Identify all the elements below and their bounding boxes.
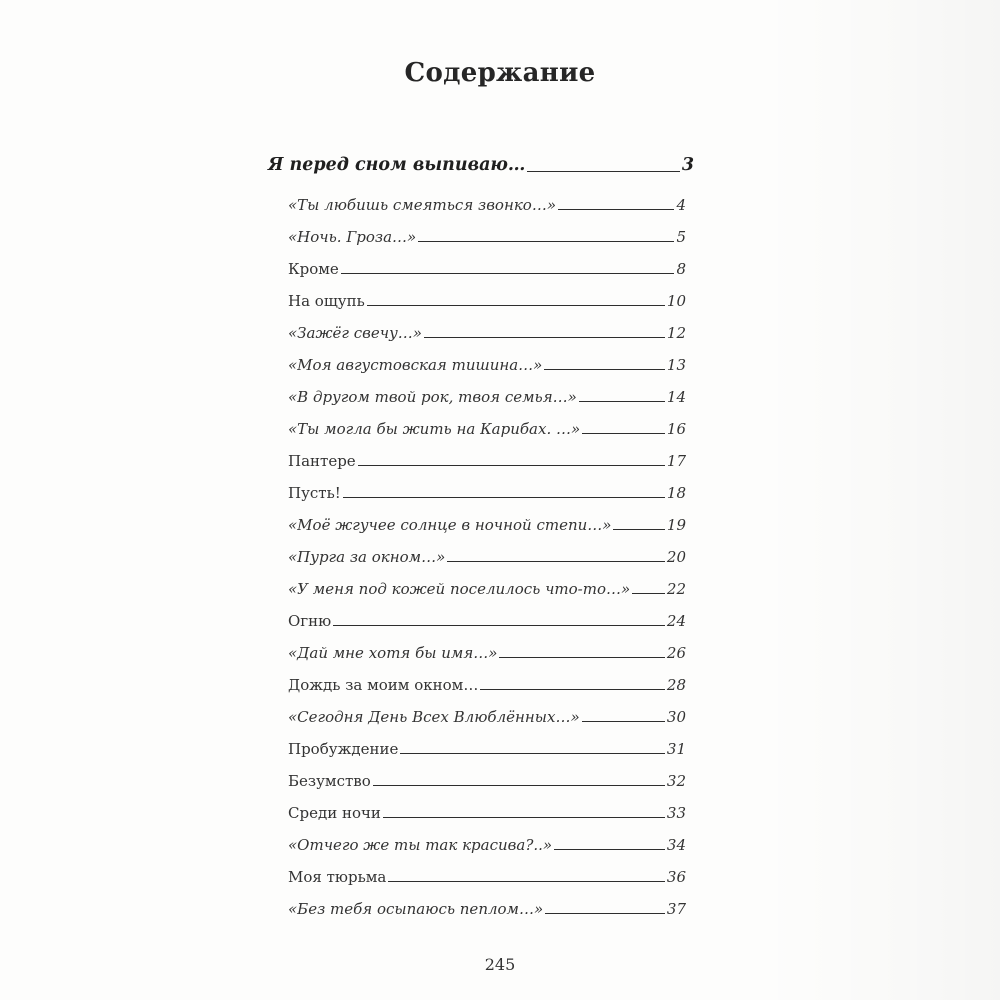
toc-entry	[288, 740, 686, 758]
toc-entry	[288, 324, 686, 342]
toc-entry-label: «Отчего же ты так красива?..»	[288, 836, 553, 854]
toc-entry	[288, 580, 686, 598]
toc-entry	[288, 548, 686, 566]
toc-entry	[288, 868, 686, 886]
page-title: Содержание	[404, 58, 596, 88]
leader-line	[383, 817, 665, 818]
toc-entry-page: 16	[666, 420, 686, 438]
toc-entry-label: Кроме	[288, 260, 339, 278]
toc-entry-page: 31	[666, 740, 686, 758]
toc-entry	[288, 708, 686, 726]
toc-entry	[288, 612, 686, 630]
toc-entry-page: 22	[666, 580, 686, 598]
toc-entry	[288, 196, 686, 214]
leader-line	[424, 337, 665, 338]
toc-entry	[288, 452, 686, 470]
leader-line	[545, 913, 665, 914]
toc-entry-page: 5	[676, 228, 686, 246]
toc-entry-page: 14	[666, 388, 686, 406]
toc-entry	[288, 676, 686, 694]
leader-line	[582, 433, 665, 434]
leader-line	[613, 529, 664, 530]
leader-line	[341, 273, 675, 274]
toc-entry-label: «У меня под кожей поселилось что-то…»	[288, 580, 631, 598]
leader-line	[558, 209, 674, 210]
toc-entry-page: 33	[666, 804, 686, 822]
leader-line	[400, 753, 665, 754]
toc-entry	[288, 356, 686, 374]
leader-line	[418, 241, 674, 242]
leader-line	[632, 593, 665, 594]
leader-line	[579, 401, 665, 402]
toc-entry	[288, 484, 686, 502]
toc-entry-page: 8	[676, 260, 686, 278]
leader-line	[480, 689, 665, 690]
toc-entry-label: «Без тебя осыпаюсь пеплом…»	[288, 900, 544, 918]
toc-entry-label: «Ночь. Гроза…»	[288, 228, 417, 246]
toc-entry-label: «Моё жгучее солнце в ночной степи…»	[288, 516, 612, 534]
toc-entry	[288, 900, 686, 918]
toc-entry-page: 17	[666, 452, 686, 470]
toc-entry-page: 3	[681, 155, 694, 175]
toc-entry-page: 24	[666, 612, 686, 630]
page-number: 245	[484, 955, 516, 974]
toc-entry	[288, 260, 686, 278]
toc-entry-label: Безумство	[288, 772, 371, 790]
toc-entry	[288, 772, 686, 790]
leader-line	[499, 657, 664, 658]
toc-entry	[288, 804, 686, 822]
toc-entry-label: Дождь за моим окном…	[288, 676, 479, 694]
leader-line	[373, 785, 665, 786]
toc-entry-label: «Моя августовская тишина…»	[288, 356, 543, 374]
leader-line	[358, 465, 665, 466]
toc-entry-label: «Пурга за окном…»	[288, 548, 446, 566]
toc-entry-label: «Дай мне хотя бы имя…»	[288, 644, 498, 662]
toc-entry	[288, 644, 686, 662]
toc-entry-page: 32	[666, 772, 686, 790]
leader-line	[388, 881, 665, 882]
toc-entry-label: Огню	[288, 612, 332, 630]
toc-entry	[288, 420, 686, 438]
toc-entry	[288, 836, 686, 854]
leader-line	[333, 625, 665, 626]
toc-entry-page: 4	[676, 196, 686, 214]
toc-entry-label: «Зажёг свечу…»	[288, 324, 422, 342]
toc-entry-label: Пусть!	[288, 484, 341, 502]
leader-line	[554, 849, 665, 850]
leader-line	[447, 561, 665, 562]
toc-entry-page: 30	[666, 708, 686, 726]
toc-entry-label: На ощупь	[288, 292, 365, 310]
leader-line	[582, 721, 665, 722]
toc-entry-label: Пробуждение	[288, 740, 399, 758]
toc-entry-label: «Ты любишь смеяться звонко…»	[288, 196, 557, 214]
toc-entry-label: Среди ночи	[288, 804, 381, 822]
toc-entry-page: 28	[666, 676, 686, 694]
toc-entry-page: 12	[666, 324, 686, 342]
toc-entry-label: Пантере	[288, 452, 356, 470]
toc-entry-page: 13	[666, 356, 686, 374]
toc-entry-label: Моя тюрьма	[288, 868, 387, 886]
toc-entry-page: 18	[666, 484, 686, 502]
toc-entry	[288, 228, 686, 246]
toc-entry	[288, 388, 686, 406]
toc-entry-page: 36	[666, 868, 686, 886]
toc-entry-label: «В другом твой рок, твоя семья…»	[288, 388, 577, 406]
toc-entry-page: 10	[666, 292, 686, 310]
toc-entry-page: 19	[666, 516, 686, 534]
toc-entry-page: 20	[666, 548, 686, 566]
leader-line	[367, 305, 665, 306]
toc-entry	[288, 292, 686, 310]
toc-entry-page: 34	[666, 836, 686, 854]
toc-entry	[288, 516, 686, 534]
leader-line	[343, 497, 665, 498]
toc-entry-label: «Сегодня День Всех Влюблённых…»	[288, 708, 580, 726]
leader-line	[527, 171, 679, 172]
leader-line	[544, 369, 665, 370]
toc-entry-label: Я перед сном выпиваю…	[268, 155, 526, 175]
toc-entry-label: «Ты могла бы жить на Карибах. …»	[288, 420, 581, 438]
toc-entry-page: 26	[666, 644, 686, 662]
toc-entry-main	[268, 155, 694, 175]
toc-entry-page: 37	[666, 900, 686, 918]
